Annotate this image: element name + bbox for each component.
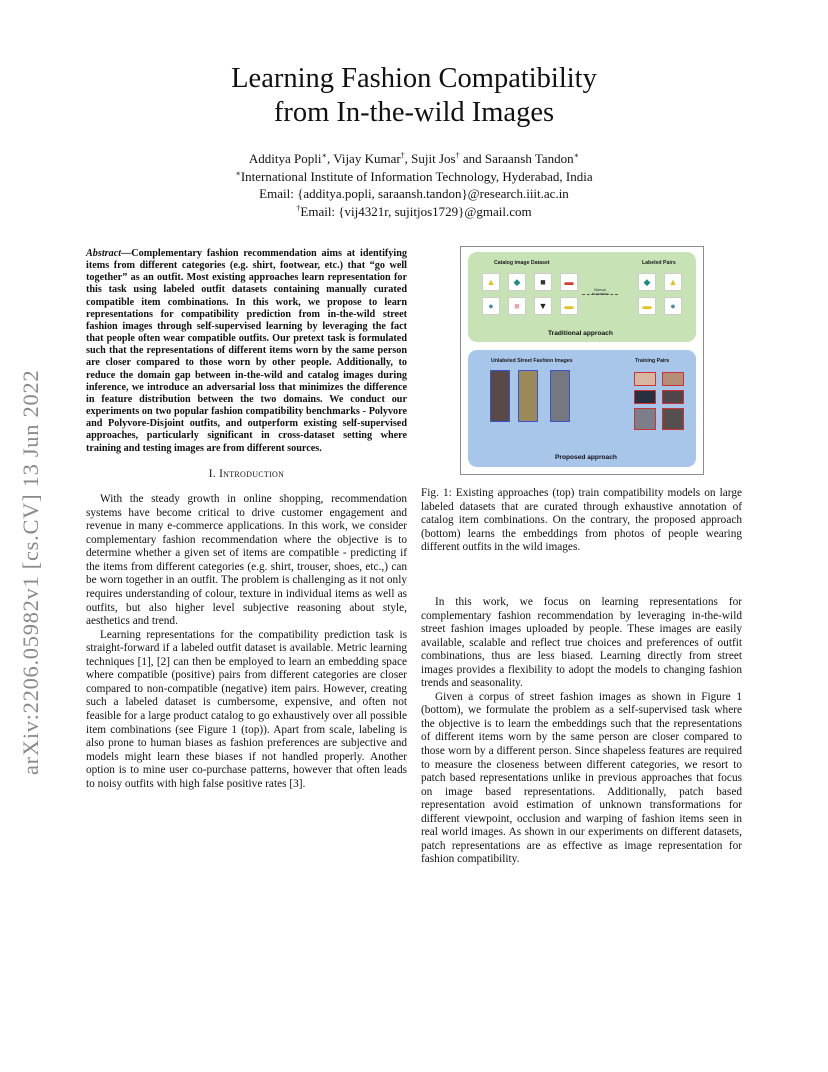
- pair-earrings-icon: ●: [670, 300, 676, 311]
- training-patch-4: [662, 390, 684, 404]
- title-line-2: from In-the-wild Images: [273, 97, 555, 128]
- title-line-1: Learning Fashion Compatibility: [231, 63, 597, 94]
- author-names: [0, 150, 828, 168]
- pair-2-earrings: [664, 297, 682, 315]
- author-1-mark: ∗: [321, 151, 327, 160]
- street-photo-3: [550, 370, 570, 422]
- author-1: Additya Popli: [248, 151, 322, 166]
- left-column: [86, 248, 407, 791]
- affiliation: [0, 168, 828, 186]
- traditional-approach-panel: [468, 252, 696, 342]
- abstract-text: Complementary fashion recommendation aims at identifying items from different categories (e.g. shirt, footwear, etc.) that “go well together” as an outfit. Most existing approaches learn representation for this task using labeled outfit datasets containing manually curated compatible item combinations. In this work, we propose to learn representations for compatibility prediction from in-the-wild street fashion images through self-supervised learning by leveraging the fact that people often wear compatible outfits. Our pretext task is formulated such that the representations of different items worn by the same person are closer compared to those worn by other people. Additionally, to reduce the domain gap between in-the-wild and catalog images during inference, we introduce an adversarial loss that minimizes the difference in feature distribution between the two domains. We conduct our experiments on two popular fashion compatibility benchmarks - Polyvore and Polyvore-Disjoint outfits, and outperform existing self-supervised approaches, particularly significant in cross-dataset setting where training and testing images are from different sources.: [86, 248, 407, 454]
- dress-icon: ▼: [538, 300, 548, 311]
- catalog-item-earrings: [482, 297, 500, 315]
- catalog-item-top: [534, 273, 552, 291]
- section-heading-introduction: I. Introduction: [208, 467, 285, 480]
- author-2-mark: †: [400, 151, 405, 160]
- figure-1-caption: [421, 487, 742, 555]
- intro-paragraph-4: Given a corpus of street fashion images as shown in Figure 1 (bottom), we formulate the problem as a self-supervised task where the objective is to learn the embeddings such that the representations of different items worn by the same person are closer compared to those worn by a different person. Since shapeless features are required to measure the closeness between different categories, we resort to patch based representations unlike in previous approaches that focus on image based representations. Additionally, patch based representation avoid estimation of unknown transformations for different viewpoint, occlusion and warping of fashion items seen in real world images. As shown in our experiments on different datasets, patch representations are as effective as image representation for fashion compatibility.: [421, 690, 742, 866]
- manual-annotation-label: [582, 288, 618, 296]
- earrings-icon: ●: [488, 300, 494, 311]
- top-icon: ■: [540, 276, 546, 287]
- pair-1-bag: [638, 273, 656, 291]
- proposed-approach-title: Proposed approach: [555, 454, 617, 461]
- accessory-icon: ▬: [564, 276, 574, 287]
- email-2-line: [0, 203, 828, 221]
- figure-1: [460, 246, 704, 475]
- affiliation-mark: ∗: [235, 168, 241, 178]
- author-sep-2: ,: [404, 151, 412, 166]
- catalog-dataset-label: Catalog image Dataset: [494, 260, 550, 266]
- bag-icon: ◆: [513, 276, 521, 287]
- author-sep-1: ,: [326, 151, 334, 166]
- author-sep-3: and: [459, 151, 485, 166]
- abstract-label: Abstract: [86, 248, 122, 259]
- catalog-item-pink-bag: [508, 297, 526, 315]
- annotation-word-2: Annotation: [591, 292, 609, 297]
- author-4-mark: ∗: [573, 151, 580, 160]
- pair-skirt-icon: ▲: [668, 276, 678, 287]
- arxiv-stamp: arXiv:2206.05982v1 [cs.CV] 13 Jun 2022: [18, 369, 43, 775]
- caption-text: Fig. 1: Existing approaches (top) train compatibility models on large labeled datasets that are curated through exhaustive annotation of catalog item combinations. On the contrary, the proposed approach (bottom) learns the embeddings from photos of people wearing different outfits in the wild images.: [421, 487, 742, 554]
- training-pairs-label: Training Pairs: [635, 358, 670, 364]
- traditional-approach-title: Traditional approach: [548, 330, 613, 337]
- street-photo-2: [518, 370, 538, 422]
- street-photo-1: [490, 370, 510, 422]
- catalog-item-bag: [508, 273, 526, 291]
- catalog-item-accessory: [560, 273, 578, 291]
- email-1: Email: {additya.popli, saraansh.tandon}@research.iiit.ac.in: [259, 186, 569, 201]
- author-3-mark: †: [455, 151, 460, 160]
- email-2-mark: †: [296, 203, 301, 213]
- abstract-dash: —: [121, 248, 132, 259]
- pair-bag-icon: ◆: [643, 276, 651, 287]
- catalog-item-skirt: [482, 273, 500, 291]
- training-patch-5: [634, 408, 656, 430]
- affiliation-text: International Institute of Information Technology, Hyderabad, India: [240, 168, 593, 184]
- abstract: [86, 248, 407, 455]
- intro-paragraph-2: Learning representations for the compatibility prediction task is straight-forward if a labeled outfit dataset is available. Metric learning techniques [1], [2] can then be employed to learn an embedding space where compatible (positive) pairs from different categories are closer compared to non-compatible (negative) item pairs. However, creating such a labeled dataset is cumbersome, expensive, and often not feasible for a large product catalog to go exhaustively over all possible item combinations (see Figure 1 (top)). Apart from scale, labeling is also prone to human biases as fashion preferences are subjective and models might learn these biases if not handled properly. Another option is to mine user co-purchase patterns, however that often leads to noisy outfits with high false positive rates [3].: [86, 628, 407, 790]
- training-patch-1: [634, 372, 656, 386]
- email-2: Email: {vij4321r, sujitjos1729}@gmail.com: [300, 203, 532, 219]
- catalog-item-dress: [534, 297, 552, 315]
- training-patch-3: [634, 390, 656, 404]
- proposed-approach-panel: [468, 350, 696, 467]
- skirt-icon: ▲: [486, 276, 496, 287]
- pair-2-clutch: [638, 297, 656, 315]
- catalog-item-clutch: [560, 297, 578, 315]
- training-patch-6: [662, 408, 684, 430]
- annotation-word-1: Manual: [594, 288, 606, 292]
- author-2: Vijay Kumar: [333, 151, 401, 166]
- labeled-pairs-label: Labeled Pairs: [642, 260, 676, 266]
- street-images-label: Unlabeled Street Fashion Images: [491, 358, 573, 364]
- paper-title: [0, 62, 828, 130]
- pair-clutch-icon: ▬: [642, 300, 652, 311]
- author-3: Sujit Jos: [411, 151, 456, 166]
- author-4: Saraansh Tandon: [484, 151, 574, 166]
- training-patch-2: [662, 372, 684, 386]
- pink-bag-icon: ■: [514, 300, 520, 311]
- clutch-icon: ▬: [564, 300, 574, 311]
- author-block: [0, 150, 828, 220]
- right-column: [421, 596, 742, 867]
- intro-paragraph-3: In this work, we focus on learning representations for complementary fashion recommendation by leveraging in-the-wild street fashion images uploaded by people. These images are easily available, scalable and reflect true choices and preferences of outfit combinations, thus are less biased. Learning directly from street images provides a flexibility to adopt the models to changing fashion trends and seasonality.: [421, 596, 742, 690]
- pair-1-skirt: [664, 273, 682, 291]
- intro-paragraph-1: With the steady growth in online shopping, recommendation systems have become critical to drive customer engagement and revenue in many e-commerce applications. In this work, we consider complementary fashion recommendation where the objective is to determine whether a given set of items are compatible - predicting if the items from different categories (e.g. shirt, trouser, shoes, etc.,) can be worn together in an outfit. The problem is challenging as it not only requires understanding of colour, texture in individual items as well as outfits, but also higher level subjective reasoning about style, aesthetics and trend.: [86, 493, 407, 628]
